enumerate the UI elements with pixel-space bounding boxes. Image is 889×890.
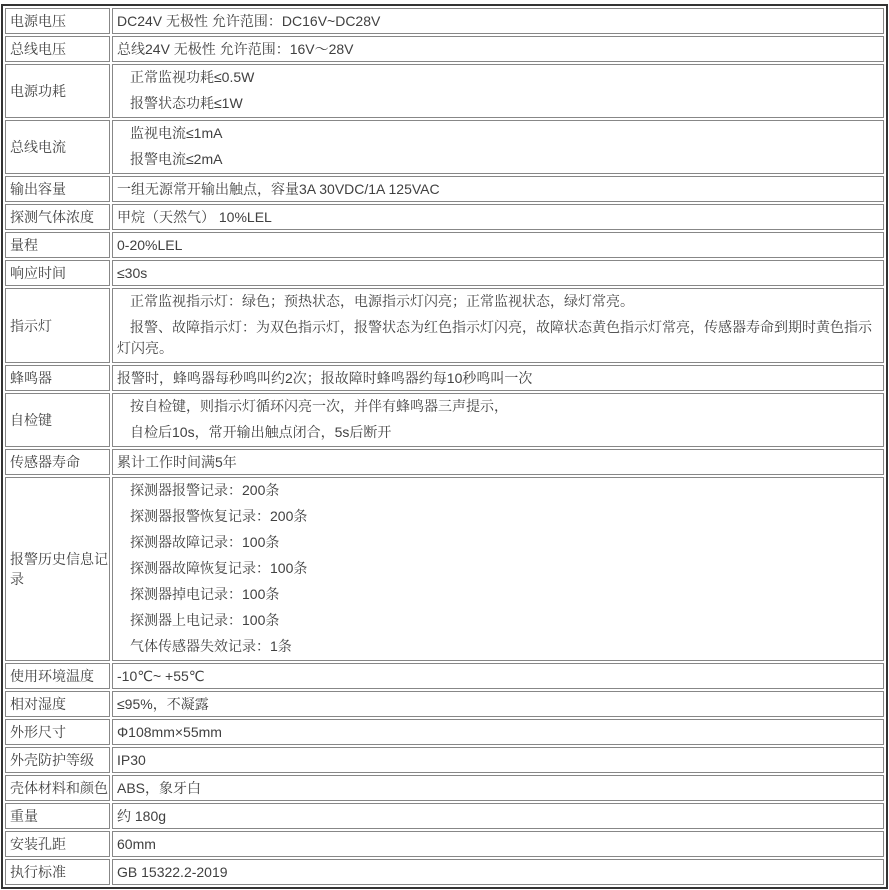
spec-value-line: ABS，象牙白 — [117, 780, 202, 796]
spec-value — [112, 477, 884, 661]
spec-value-line: 总线24V 无极性 允许范围：16V～28V — [117, 41, 354, 57]
spec-value — [112, 36, 884, 62]
spec-label: 输出容量 — [5, 176, 110, 202]
spec-value-line: 报警电流≤2mA — [130, 151, 223, 167]
spec-value-line: 探测器报警恢复记录：200条 — [130, 508, 308, 524]
spec-value-line: 正常监视功耗≤0.5W — [130, 69, 255, 85]
spec-value — [112, 393, 884, 447]
spec-value-line: 探测器上电记录：100条 — [130, 612, 280, 628]
spec-label: 传感器寿命 — [5, 449, 110, 475]
table-row — [5, 859, 884, 885]
spec-value-line: 约 180g — [117, 808, 167, 824]
spec-value — [112, 663, 884, 689]
spec-value-line: 探测器报警记录：200条 — [130, 482, 280, 498]
spec-value — [112, 120, 884, 174]
spec-label: 量程 — [5, 232, 110, 258]
spec-value — [112, 204, 884, 230]
spec-value-line: ≤30s — [117, 265, 148, 281]
table-row — [5, 691, 884, 717]
spec-label: 指示灯 — [5, 288, 110, 363]
spec-label: 总线电压 — [5, 36, 110, 62]
spec-value — [112, 365, 884, 391]
spec-label: 报警历史信息记录 — [5, 477, 110, 661]
table-row — [5, 477, 884, 661]
table-row — [5, 120, 884, 174]
table-row — [5, 663, 884, 689]
table-row — [5, 365, 884, 391]
specification-table-body — [5, 8, 884, 885]
spec-value-line: 一组无源常开输出触点，容量3A 30VDC/1A 125VAC — [117, 181, 440, 197]
table-row — [5, 803, 884, 829]
spec-value-line: 甲烷（天然气） 10%LEL — [117, 209, 272, 225]
table-row — [5, 288, 884, 363]
table-row — [5, 64, 884, 118]
spec-value — [112, 449, 884, 475]
table-row — [5, 36, 884, 62]
spec-value — [112, 176, 884, 202]
spec-label: 响应时间 — [5, 260, 110, 286]
spec-value-line: 监视电流≤1mA — [130, 125, 223, 141]
spec-label: 探测气体浓度 — [5, 204, 110, 230]
spec-value — [112, 288, 884, 363]
spec-value-line: 正常监视指示灯：绿色；预热状态，电源指示灯闪亮；正常监视状态，绿灯常亮。 — [130, 293, 634, 309]
spec-value-line: 按自检键，则指示灯循环闪亮一次，并伴有蜂鸣器三声提示， — [130, 398, 508, 414]
spec-value — [112, 803, 884, 829]
spec-label: 壳体材料和颜色 — [5, 775, 110, 801]
spec-label: 重量 — [5, 803, 110, 829]
spec-label: 蜂鸣器 — [5, 365, 110, 391]
spec-value — [112, 859, 884, 885]
table-row — [5, 393, 884, 447]
spec-label: 电源功耗 — [5, 64, 110, 118]
spec-label: 总线电流 — [5, 120, 110, 174]
spec-value-line: Φ108mm×55mm — [117, 724, 222, 740]
table-row — [5, 775, 884, 801]
spec-value-line: 探测器故障记录：100条 — [130, 534, 280, 550]
spec-value — [112, 719, 884, 745]
spec-label: 相对湿度 — [5, 691, 110, 717]
table-row — [5, 260, 884, 286]
table-row — [5, 204, 884, 230]
spec-value — [112, 232, 884, 258]
table-row — [5, 176, 884, 202]
table-row — [5, 8, 884, 34]
spec-label: 安装孔距 — [5, 831, 110, 857]
spec-label: 自检键 — [5, 393, 110, 447]
spec-value — [112, 775, 884, 801]
table-row — [5, 747, 884, 773]
spec-label: 执行标准 — [5, 859, 110, 885]
spec-value-line: 累计工作时间满5年 — [117, 454, 237, 470]
spec-label: 外壳防护等级 — [5, 747, 110, 773]
spec-value-line: 探测器掉电记录：100条 — [130, 586, 280, 602]
spec-value-line: IP30 — [117, 752, 146, 768]
spec-value-line: ≤95%，不凝露 — [117, 696, 209, 712]
spec-value-line: 报警、故障指示灯：为双色指示灯，报警状态为红色指示灯闪亮，故障状态黄色指示灯常亮，传感器寿命到期时黄色指示灯闪亮。 — [117, 319, 872, 356]
specification-table — [1, 4, 888, 889]
spec-value — [112, 747, 884, 773]
table-row — [5, 719, 884, 745]
spec-value-line: 自检后10s，常开输出触点闭合，5s后断开 — [130, 424, 392, 440]
spec-value-line: 报警时，蜂鸣器每秒鸣叫约2次；报故障时蜂鸣器约每10秒鸣叫一次 — [117, 370, 533, 386]
spec-value — [112, 260, 884, 286]
spec-value — [112, 831, 884, 857]
spec-label: 使用环境温度 — [5, 663, 110, 689]
spec-value-line: -10℃~ +55℃ — [117, 668, 205, 684]
spec-value-line: 60mm — [117, 836, 156, 852]
spec-value — [112, 691, 884, 717]
spec-value-line: 探测器故障恢复记录：100条 — [130, 560, 308, 576]
spec-label: 电源电压 — [5, 8, 110, 34]
table-row — [5, 232, 884, 258]
spec-value-line: DC24V 无极性 允许范围：DC16V~DC28V — [117, 13, 381, 29]
spec-value-line: 0-20%LEL — [117, 237, 183, 253]
table-row — [5, 449, 884, 475]
spec-value — [112, 64, 884, 118]
spec-value-line: 报警状态功耗≤1W — [130, 95, 243, 111]
table-row — [5, 831, 884, 857]
spec-value-line: 气体传感器失效记录：1条 — [130, 638, 292, 654]
spec-value — [112, 8, 884, 34]
spec-value-line: GB 15322.2-2019 — [117, 864, 228, 880]
spec-label: 外形尺寸 — [5, 719, 110, 745]
